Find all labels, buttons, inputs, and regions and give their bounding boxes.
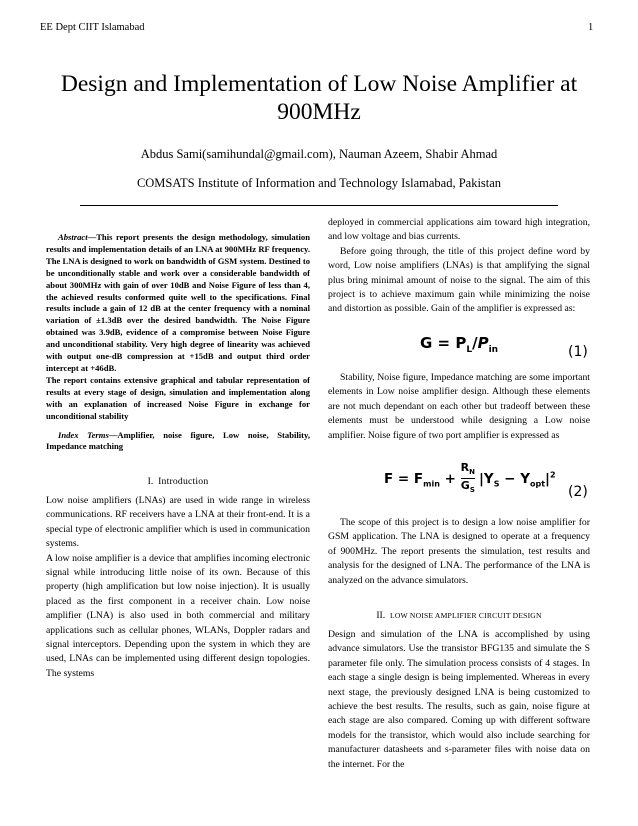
section-title: Introduction	[158, 476, 209, 487]
equation-2-number: (2)	[568, 484, 588, 500]
right-column-bottom	[328, 628, 590, 772]
title-divider	[80, 205, 558, 206]
section-number: II.	[376, 610, 386, 621]
intro-paragraph-2: A low noise amplifier is a device that amplifies incoming electronic signal while introducing little noise of its own. Because of this property (high amplification but low noise injection). It is usually placed as the first component in a receiver chain. Low noise amplifier (LNA) is also used in both commercial and military applications such as cellular phones, WLANs, Doppler radars and signal interceptors. Depending upon the system in which they are used, LNAs can be implemented using different design topologies. The systems	[46, 552, 310, 679]
abstract-text-2: The report contains extensive graphical and tabular representation of results at every stage of design, simulation and implementation along with an explanation of increased Noise Figure in exchange for unconditional stability	[46, 374, 310, 421]
right-paragraph-2: Before going through, the title of this project define word by word, Low noise amplifiers (LNAs) is that amplifying the signal plus bring minimal amount of noise to the signal. The aim of this project is to achieve maximum gain while minimizing the noise and distortion as possible. Gain of the amplifier is expressed as:	[328, 245, 590, 315]
noise-figure-equation: $F = F_{min} + R_N$ $G_S$ $|Y_S - Y_{opt}|^2$	[384, 461, 556, 495]
right-paragraph-4: The scope of this project is to design a low noise amplifier for GSM application. The LNA is designed to operate at a frequency of 900MHz. The report presents the simulation, test results and analysis for the designed of LNA. The performance of the LNA is analyzed on the advance simulators.	[328, 517, 590, 586]
section-heading-circuit-design	[328, 610, 590, 621]
right-paragraph-5: Design and simulation of the LNA is accomplished by using advance simulators. Use the transistor BFG135 and simulate the S parameter file only. The simulation process consists of 4 stages. In each stage a single design is being implemented. Whereas in every next stage, the previously designed LNA is being customized to achieve the best results. The results, such as gain, noise figure at each stage are also compared. Coming up with different software models for the transistor, which would also include searching for manufacturer datasheets and s-parameter files with noise data on the internet. For the	[328, 629, 590, 770]
page-number: 1	[588, 22, 594, 33]
abstract-text: This report presents the design methodology, simulation results and implementation details of an LNA at 900MHz RF frequency. The LNA is designed to work on bandwidth of GSM system. Destined to be unconditionally stable and work over a considerable bandwidth of about 300MHz with gain of over 10dB and Noise Figure of less than 4, the achieved results conformed quite well to the specifications. Final results include a gain of 12 dB at the center frequency with a nominal variation of ±1.3dB over the desired bandwidth. The Noise Figure obtained was 3.9dB, evidence of a compromise between Noise Figure and unconditional stability. Very high degree of linearity was achieved with output one-dB compression at +15dB and output third order intercept at +46dB.	[46, 232, 310, 373]
paper-title: Design and Implementation of Low Noise Amplifier at 900MHz	[60, 71, 578, 125]
right-column-top	[328, 216, 590, 317]
index-terms-text: Amplifier, noise figure, Low noise, Stability, Impedance matching	[46, 429, 310, 452]
section-title: LOW NOISE AMPLIFIER CIRCUIT DESIGN	[390, 611, 542, 620]
gain-equation: $G = P_L/P_{in}$	[420, 334, 499, 355]
equation-1-number: (1)	[568, 344, 588, 360]
right-paragraph-3: Stability, Noise figure, Impedance matching are some important elements in Low noise amplifier design. Although these elements are not much dependant on each other but tradeoff between these elements must be understood while designing a Low noise amplifier. Noise figure of two port amplifier is expressed as	[328, 372, 590, 441]
running-header: EE Dept CIIT Islamabad	[40, 22, 145, 33]
section-heading-introduction	[46, 476, 310, 487]
abstract-label: Abstract	[58, 232, 88, 242]
index-terms-label: Index Terms	[58, 429, 109, 440]
right-column-scope	[328, 516, 590, 588]
right-column-middle	[328, 371, 590, 443]
right-paragraph-1: deployed in commercial applications aim toward high integration, and low voltage and bias currents.	[328, 217, 590, 243]
section-number: I.	[147, 476, 154, 487]
intro-paragraph-1: Low noise amplifiers (LNAs) are used in wide range in wireless communications. RF receivers have a LNA at their front-end. It is a special type of electronic amplifier which is used in communication systems.	[46, 495, 310, 550]
introduction-body	[46, 494, 310, 681]
abstract: Abstract—This report presents the design methodology, simulation results and implementation details of an LNA at 900MHz RF frequency. The LNA is designed to work on bandwidth of GSM system. Destined to be unconditionally stable and work over a considerable bandwidth of about 300MHz with gain of over 10dB and Noise Figure of less than 4, the achieved results conformed quite well to the specifications. Final results include a gain of 12 dB at the center frequency with a nominal variation of ±1.3dB over the desired bandwidth. The Noise Figure obtained was 3.9dB, evidence of a compromise between Noise Figure and unconditional stability. Very high degree of linearity was achieved with output one-dB compression at +15dB and output third order intercept at +46dB. The report contains extensive graphical and tabular representation of results at every stage of design, simulation and implementation along with an explanation of increased Noise Figure in exchange for unconditional stability Index Terms—Amplifier, noise figure, Low noise, Stability, Impedance matching	[46, 232, 310, 452]
affiliation: COMSATS Institute of Information and Technology Islamabad, Pakistan	[136, 176, 502, 190]
authors: Abdus Sami(samihundal@gmail.com), Nauman Azeem, Shabir Ahmad	[140, 147, 498, 161]
